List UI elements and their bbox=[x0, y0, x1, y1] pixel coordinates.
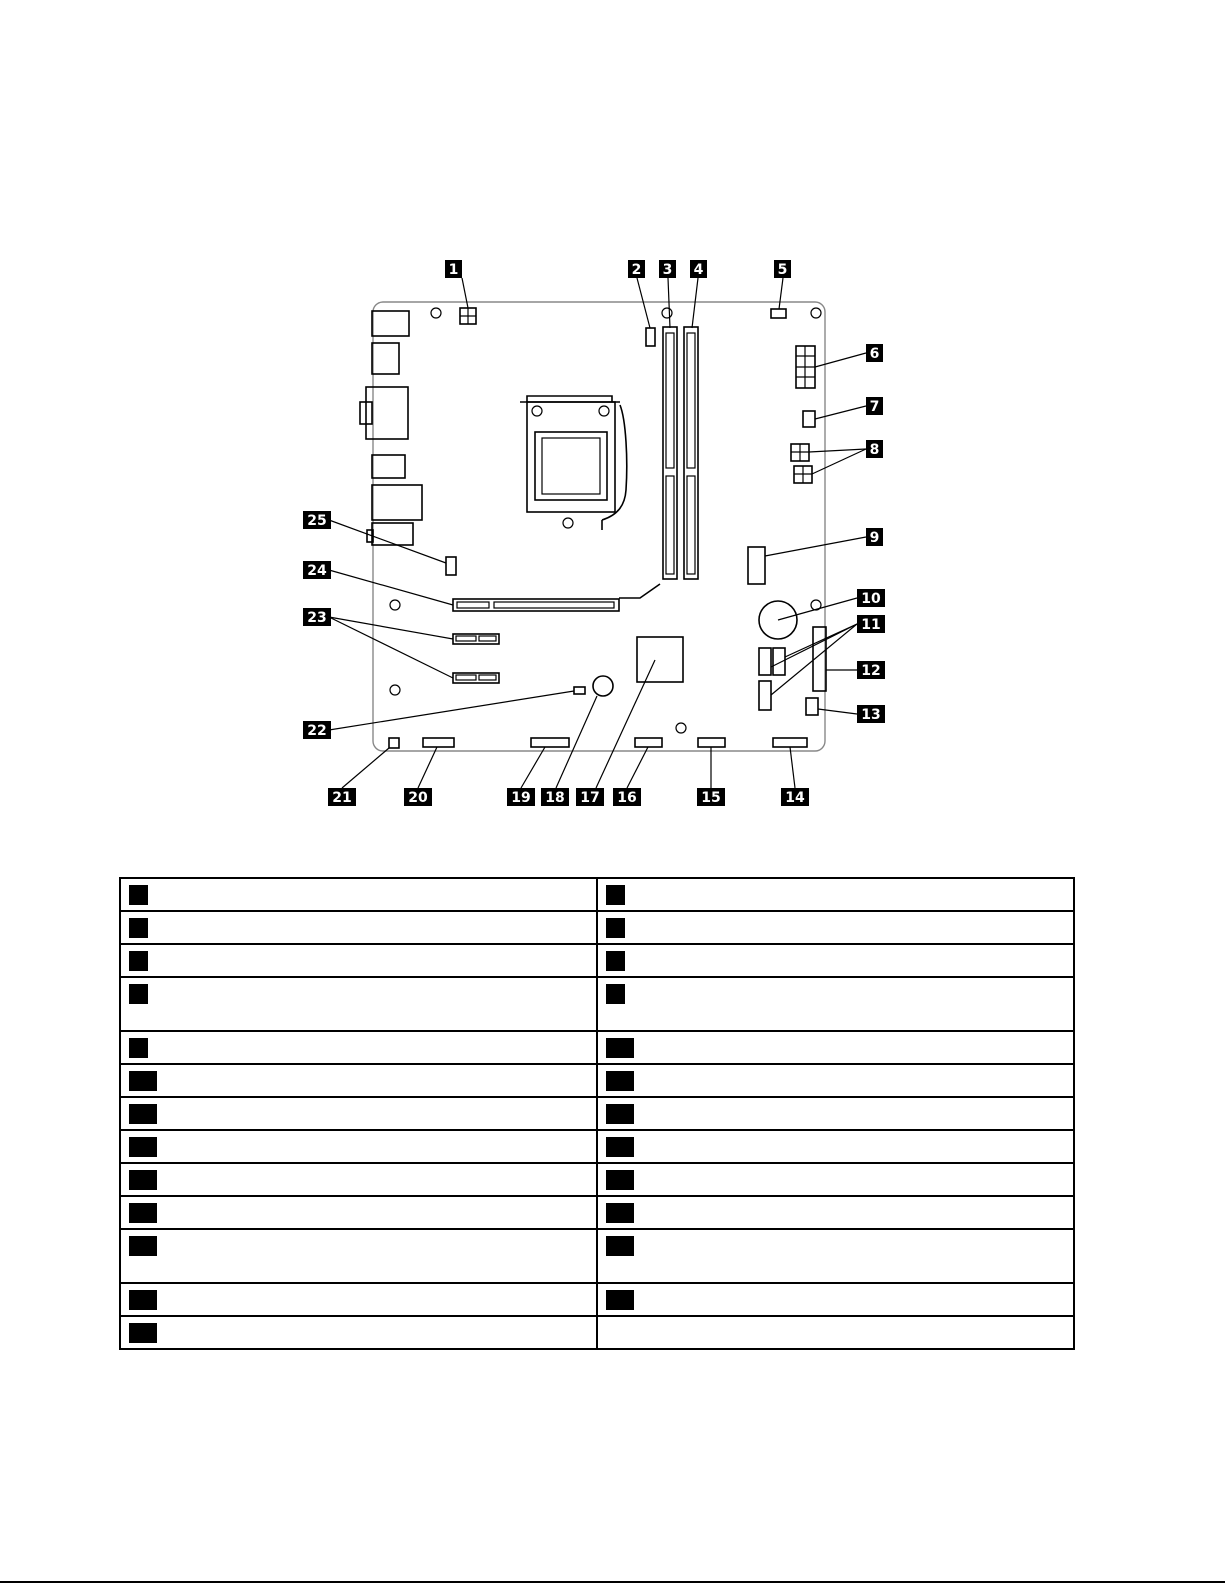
callout-10 bbox=[857, 589, 885, 607]
cpu-socket bbox=[520, 396, 627, 530]
svg-text:1: 1 bbox=[448, 262, 459, 278]
callout-13 bbox=[857, 705, 885, 723]
svg-text:2: 2 bbox=[631, 262, 642, 278]
legend-row bbox=[120, 1229, 1074, 1283]
connector-7 bbox=[803, 411, 815, 427]
svg-text:3: 3 bbox=[662, 262, 673, 278]
legend-cell bbox=[597, 878, 1074, 911]
svg-text:25: 25 bbox=[307, 513, 327, 529]
legend-cell bbox=[120, 1316, 597, 1349]
legend-cell bbox=[120, 1229, 597, 1283]
legend-cell bbox=[120, 1031, 597, 1064]
legend-chip bbox=[129, 951, 148, 971]
legend-cell bbox=[597, 1283, 1074, 1316]
callout-22 bbox=[303, 721, 331, 739]
svg-text:19: 19 bbox=[511, 790, 531, 806]
callout-16 bbox=[613, 788, 641, 806]
callout-23 bbox=[303, 608, 331, 626]
legend-table bbox=[119, 877, 1075, 1350]
legend-chip bbox=[606, 918, 625, 938]
legend-chip bbox=[606, 885, 625, 905]
legend-chip bbox=[129, 984, 148, 1004]
legend-cell bbox=[597, 1316, 1074, 1349]
legend-chip bbox=[129, 1071, 157, 1091]
legend-cell bbox=[120, 911, 597, 944]
legend-chip bbox=[606, 1104, 634, 1124]
svg-text:22: 22 bbox=[307, 723, 327, 739]
pcie-x16-slot bbox=[453, 584, 660, 611]
legend-chip bbox=[606, 1203, 634, 1223]
svg-text:11: 11 bbox=[861, 617, 881, 633]
jumper-22 bbox=[574, 687, 585, 694]
connector-5 bbox=[771, 309, 786, 318]
callout-19 bbox=[507, 788, 535, 806]
svg-text:5: 5 bbox=[777, 262, 788, 278]
callout-6 bbox=[866, 344, 883, 362]
svg-text:4: 4 bbox=[693, 262, 704, 278]
callout-7 bbox=[866, 397, 883, 415]
callout-24 bbox=[303, 561, 331, 579]
callout-11 bbox=[857, 615, 885, 633]
legend-chip bbox=[606, 1236, 634, 1256]
chipset-17 bbox=[637, 637, 683, 682]
svg-text:18: 18 bbox=[545, 790, 565, 806]
legend-row bbox=[120, 1130, 1074, 1163]
svg-text:13: 13 bbox=[861, 707, 881, 723]
svg-text:7: 7 bbox=[869, 399, 880, 415]
svg-text:23: 23 bbox=[307, 610, 327, 626]
callout-4 bbox=[690, 260, 707, 278]
svg-text:12: 12 bbox=[861, 663, 881, 679]
legend-chip bbox=[129, 1104, 157, 1124]
svg-text:9: 9 bbox=[869, 530, 880, 546]
legend-row bbox=[120, 977, 1074, 1031]
connector-2 bbox=[646, 328, 655, 346]
legend-chip bbox=[129, 1236, 157, 1256]
connector-25 bbox=[446, 557, 456, 575]
rear-io-ports bbox=[360, 311, 422, 545]
dimm-slots bbox=[663, 327, 698, 579]
callout-15 bbox=[697, 788, 725, 806]
connector-9 bbox=[748, 547, 765, 584]
connector-6 bbox=[796, 346, 815, 388]
connector-8 bbox=[791, 444, 812, 483]
svg-text:6: 6 bbox=[869, 346, 880, 362]
legend-chip bbox=[606, 984, 625, 1004]
legend-row bbox=[120, 1064, 1074, 1097]
legend-cell bbox=[120, 977, 597, 1031]
legend-cell bbox=[120, 944, 597, 977]
mounting-holes bbox=[390, 308, 821, 733]
board-outline bbox=[373, 302, 825, 751]
callout-8 bbox=[866, 440, 883, 458]
legend-chip bbox=[606, 1290, 634, 1310]
svg-text:8: 8 bbox=[869, 442, 880, 458]
legend-chip bbox=[129, 885, 148, 905]
bottom-connectors bbox=[389, 738, 807, 748]
legend-cell bbox=[597, 1064, 1074, 1097]
svg-text:14: 14 bbox=[785, 790, 805, 806]
svg-text:10: 10 bbox=[861, 591, 881, 607]
legend-cell bbox=[120, 1130, 597, 1163]
legend-chip bbox=[606, 1071, 634, 1091]
callout-25 bbox=[303, 511, 331, 529]
legend-chip bbox=[606, 951, 625, 971]
svg-text:21: 21 bbox=[332, 790, 352, 806]
legend-row bbox=[120, 1031, 1074, 1064]
connector-13 bbox=[806, 698, 818, 715]
legend-cell bbox=[597, 1163, 1074, 1196]
svg-text:16: 16 bbox=[617, 790, 637, 806]
callout-21 bbox=[328, 788, 356, 806]
legend-chip bbox=[606, 1137, 634, 1157]
legend-chip bbox=[129, 1170, 157, 1190]
legend-row bbox=[120, 878, 1074, 911]
callout-18 bbox=[541, 788, 569, 806]
legend-cell bbox=[597, 1031, 1074, 1064]
callout-20 bbox=[404, 788, 432, 806]
legend-row bbox=[120, 1163, 1074, 1196]
legend-row bbox=[120, 1196, 1074, 1229]
svg-text:17: 17 bbox=[580, 790, 600, 806]
legend-cell bbox=[120, 1283, 597, 1316]
callout-2 bbox=[628, 260, 645, 278]
legend-row bbox=[120, 911, 1074, 944]
pcie-x1-slots bbox=[453, 634, 499, 683]
callout-1 bbox=[445, 260, 462, 278]
callout-17 bbox=[576, 788, 604, 806]
legend-chip bbox=[606, 1038, 634, 1058]
legend-cell bbox=[597, 1097, 1074, 1130]
leader-lines bbox=[329, 278, 866, 788]
legend-cell bbox=[120, 1097, 597, 1130]
legend-cell bbox=[597, 911, 1074, 944]
legend-chip bbox=[129, 1038, 148, 1058]
legend-chip bbox=[129, 1323, 157, 1343]
page-bottom-rule bbox=[0, 1581, 1225, 1583]
legend-row bbox=[120, 1283, 1074, 1316]
legend-chip bbox=[606, 1170, 634, 1190]
legend-chip bbox=[129, 918, 148, 938]
legend-cell bbox=[120, 1163, 597, 1196]
legend-cell bbox=[597, 1229, 1074, 1283]
legend-row bbox=[120, 1097, 1074, 1130]
legend-cell bbox=[120, 878, 597, 911]
legend-cell bbox=[120, 1196, 597, 1229]
legend-row bbox=[120, 944, 1074, 977]
svg-text:20: 20 bbox=[408, 790, 428, 806]
legend-cell bbox=[597, 977, 1074, 1031]
callout-12 bbox=[857, 661, 885, 679]
legend-chip bbox=[129, 1203, 157, 1223]
sata-11 bbox=[759, 648, 785, 710]
svg-text:15: 15 bbox=[701, 790, 721, 806]
legend-row bbox=[120, 1316, 1074, 1349]
callout-5 bbox=[774, 260, 791, 278]
legend-cell bbox=[597, 1130, 1074, 1163]
callout-3 bbox=[659, 260, 676, 278]
legend-cell bbox=[597, 944, 1074, 977]
buzzer-18 bbox=[593, 676, 613, 696]
legend-cell bbox=[120, 1064, 597, 1097]
legend-chip bbox=[129, 1290, 157, 1310]
svg-text:24: 24 bbox=[307, 563, 327, 579]
legend-cell bbox=[597, 1196, 1074, 1229]
callout-9 bbox=[866, 528, 883, 546]
callout-14 bbox=[781, 788, 809, 806]
legend-chip bbox=[129, 1137, 157, 1157]
